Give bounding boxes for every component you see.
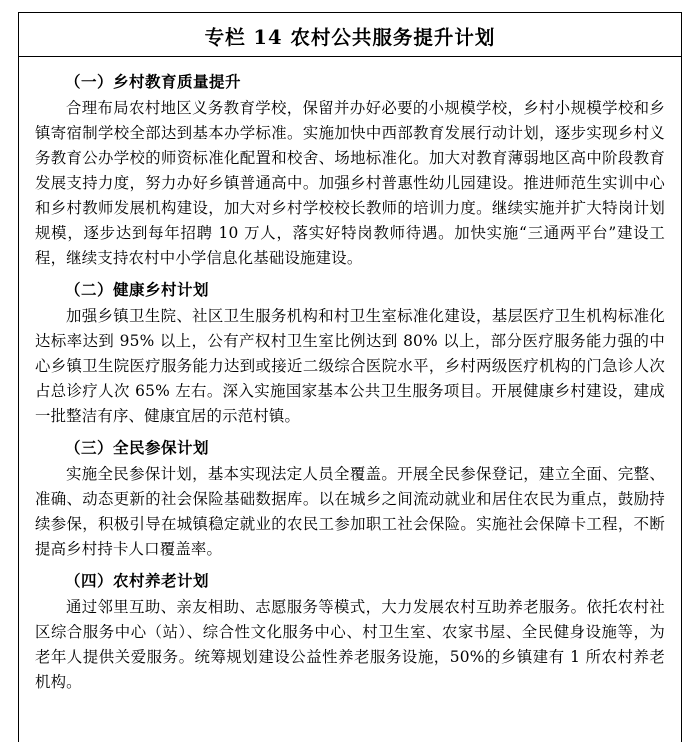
feature-box (18, 12, 682, 742)
box-title-bar (19, 13, 681, 57)
section-paragraph: 加强乡镇卫生院、社区卫生服务机构和村卫生室标准化建设，基层医疗卫生机构标准化达标率达到 95% 以上，公有产权村卫生室比例达到 80% 以上，部分医疗服务能力强的中心乡镇卫生院医疗服务能力达到或接近二级综合医院水平，乡村两级医疗机构的门急诊人次占总诊疗人次 65% 左右。深入实施国家基本公共卫生服务项目。开展健康乡村建设，建成一批整洁有序、健康宜居的示范村镇。 (35, 307, 665, 425)
section-paragraph: 实施全民参保计划，基本实现法定人员全覆盖。开展全民参保登记，建立全面、完整、准确、动态更新的社会保险基础数据库。以在城乡之间流动就业和居住农民为重点，鼓励持续参保，积极引导在城镇稳定就业的农民工参加职工社会保险。实施社会保障卡工程，不断提高乡村持卡人口覆盖率。 (35, 465, 665, 559)
box-content (19, 57, 681, 695)
page-title: 专栏 14 农村公共服务提升计划 (204, 26, 496, 49)
section-paragraph: 通过邻里互助、亲友相助、志愿服务等模式，大力发展农村互助养老服务。依托农村社区综合服务中心（站）、综合性文化服务中心、村卫生室、农家书屋、全民健身设施等，为老年人提供关爱服务。统筹规划建设公益性养老服务设施，50%的乡镇建有 1 所农村养老机构。 (35, 598, 665, 692)
section-block (35, 569, 665, 695)
section-block (35, 70, 665, 271)
section-heading: （二）健康乡村计划 (65, 279, 210, 299)
section-block (35, 278, 665, 429)
section-block (35, 436, 665, 562)
section-heading: （四）农村养老计划 (65, 571, 210, 590)
section-heading: （三）全民参保计划 (65, 437, 210, 457)
section-paragraph: 合理布局农村地区义务教育学校，保留并办好必要的小规模学校，乡村小规模学校和乡镇寄宿制学校全部达到基本办学标准。实施加快中西部教育发展行动计划，逐步实现乡村义务教育公办学校的师资标准化配置和校舍、场地标准化。加大对教育薄弱地区高中阶段教育发展支持力度，努力办好乡镇普通高中。加强乡村普惠性幼儿园建设。推进师范生实训中心和乡村教师发展机构建设，加大对乡村学校校长教师的培训力度。继续实施并扩大特岗计划规模，逐步达到每年招聘 10 万人，落实好特岗教师待遇。加快实施“三通两平台”建设工程，继续支持农村中小学信息化基础设施建设。 (35, 99, 665, 267)
section-heading: （一）乡村教育质量提升 (65, 72, 242, 91)
